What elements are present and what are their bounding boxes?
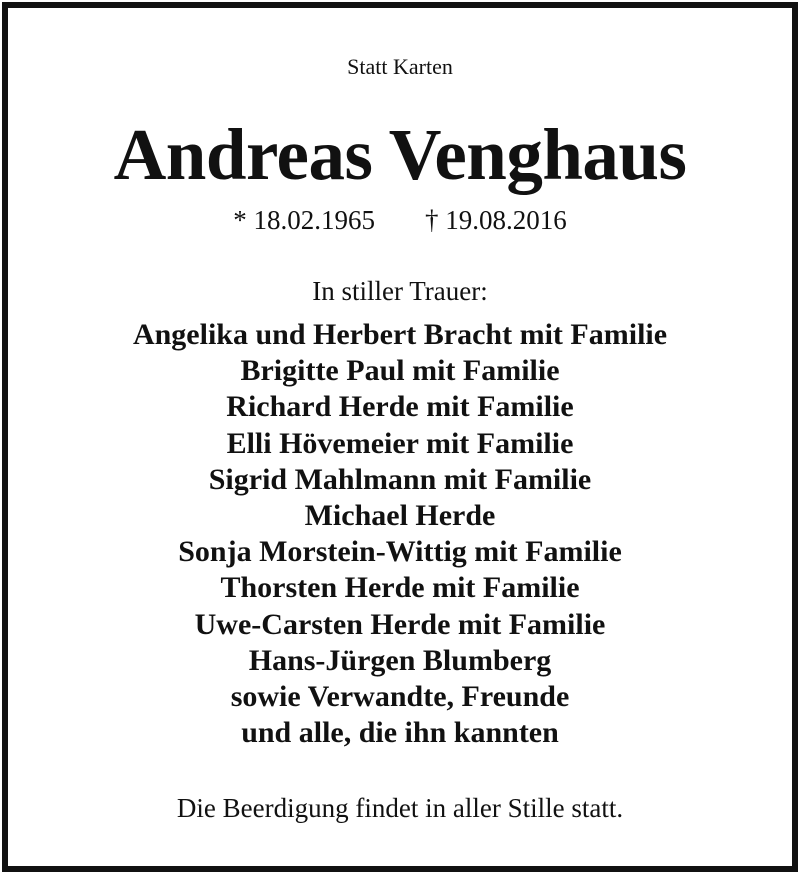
life-dates: [8, 203, 792, 237]
deceased-name: Andreas Venghaus: [113, 114, 687, 195]
mourner-line: Richard Herde mit Familie: [226, 390, 574, 424]
funeral-note: Die Beerdigung findet in aller Stille statt.: [176, 793, 624, 823]
mourners-list: [8, 317, 792, 751]
mourner-line: Sonja Morstein-Wittig mit Familie: [178, 535, 622, 569]
mourner-line: Michael Herde: [304, 499, 496, 533]
mourner-line: Angelika und Herbert Bracht mit Familie: [132, 318, 668, 351]
intro-text: Statt Karten: [347, 54, 453, 79]
mourner-line: Elli Hövemeier mit Familie: [226, 426, 574, 460]
mourner-line: Sigrid Mahlmann mit Familie: [208, 462, 592, 496]
mourner-line: Thorsten Herde mit Familie: [220, 571, 580, 605]
death-date: † 19.08.2016: [425, 205, 567, 235]
mourner-line: Uwe-Carsten Herde mit Familie: [194, 607, 606, 641]
mourner-line: Brigitte Paul mit Familie: [240, 354, 560, 388]
mourning-label: In stiller Trauer:: [312, 276, 488, 306]
birth-date: * 18.02.1965: [233, 205, 375, 235]
mourner-line: Hans-Jürgen Blumberg: [248, 643, 552, 677]
mourner-line: und alle, die ihn kannten: [241, 716, 559, 750]
obituary-notice: [8, 8, 792, 866]
mourner-line: sowie Verwandte, Freunde: [230, 680, 570, 714]
